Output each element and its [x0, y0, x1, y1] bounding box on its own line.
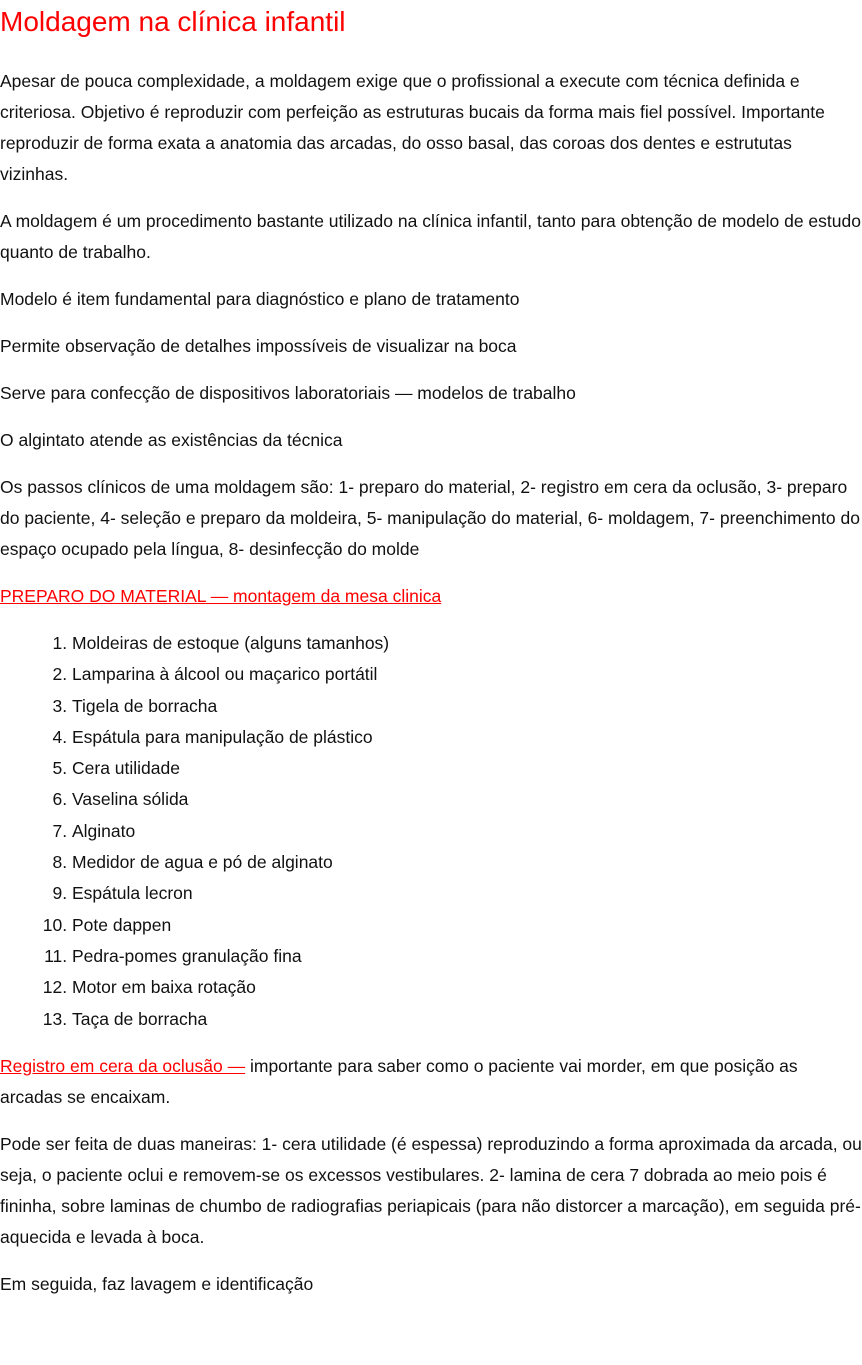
section-heading-bold: PREPARO DO MATERIAL: [0, 586, 206, 606]
paragraph: Em seguida, faz lavagem e identificação: [0, 1273, 314, 1294]
paragraph: Permite observação de detalhes impossíveis de visualizar na boca: [0, 336, 517, 356]
list-item: 10. Pote dappen: [72, 910, 862, 941]
paragraph: Pode ser feita de duas maneiras: 1- cera utilidade (é espessa) reproduzindo a forma aproximada da arcada, ou seja, o paciente oclui e removem-se os excessos vestibulares. 2- lamina de cera 7 dobrada ao meio pois é fininha, sobre laminas de chumbo de radiografias periapicais (para não distorcer a marcação), em seguida pré-aquecida e levada à boca.: [0, 1133, 862, 1247]
list-item: 4. Espátula para manipulação de plástico: [72, 722, 862, 753]
paragraph: Serve para confecção de dispositivos laboratoriais — modelos de trabalho: [0, 383, 576, 403]
list-item: 13. Taça de borracha: [72, 1004, 862, 1035]
section-heading: [0, 581, 862, 612]
paragraph: Modelo é item fundamental para diagnóstico e plano de tratamento: [0, 289, 520, 309]
paragraph: Apesar de pouca complexidade, a moldagem exige que o profissional a execute com técnica definida e criteriosa. Objetivo é reproduzir com perfeição as estruturas bucais da forma mais fiel possível. Importante reproduzir de forma exata a anatomia das arcadas, do osso basal, das coroas dos dentes e estrututas vizinhas.: [0, 71, 825, 184]
section-heading-rest: — montagem da mesa clinica: [205, 586, 442, 606]
registro-label: Registro em cera da oclusão —: [0, 1055, 246, 1076]
list-item: 5. Cera utilidade: [72, 753, 862, 784]
registro-text: importante para saber como o paciente vai morder, em que posição as arcadas se encaixam.: [0, 1055, 798, 1107]
list-item: 2. Lamparina à álcool ou maçarico portátil: [72, 659, 862, 690]
list-item: 12. Motor em baixa rotação: [72, 972, 862, 1003]
list-item: 1. Moldeiras de estoque (alguns tamanhos): [72, 628, 862, 659]
list-item: 3. Tigela de borracha: [72, 691, 862, 722]
page-title: Moldagem na clínica infantil: [0, 6, 346, 37]
materials-list: [0, 628, 862, 1035]
list-item: 7. Alginato: [72, 816, 862, 847]
registro-paragraph: [0, 1051, 862, 1113]
list-item: 6. Vaselina sólida: [72, 784, 862, 815]
list-item: 8. Medidor de agua e pó de alginato: [72, 847, 862, 878]
list-item: 11. Pedra-pomes granulação fina: [72, 941, 862, 972]
list-item: 9. Espátula lecron: [72, 878, 862, 909]
paragraph: Os passos clínicos de uma moldagem são: 1- preparo do material, 2- registro em cera da oclusão, 3- preparo do paciente, 4- seleção e preparo da moldeira, 5- manipulação do material, 6- moldagem, 7- preenchimento do espaço ocupado pela língua, 8- desinfecção do molde: [0, 477, 860, 559]
paragraph: A moldagem é um procedimento bastante utilizado na clínica infantil, tanto para obtenção de modelo de estudo quanto de trabalho.: [0, 211, 861, 262]
paragraph: O algintato atende as existências da técnica: [0, 430, 343, 450]
